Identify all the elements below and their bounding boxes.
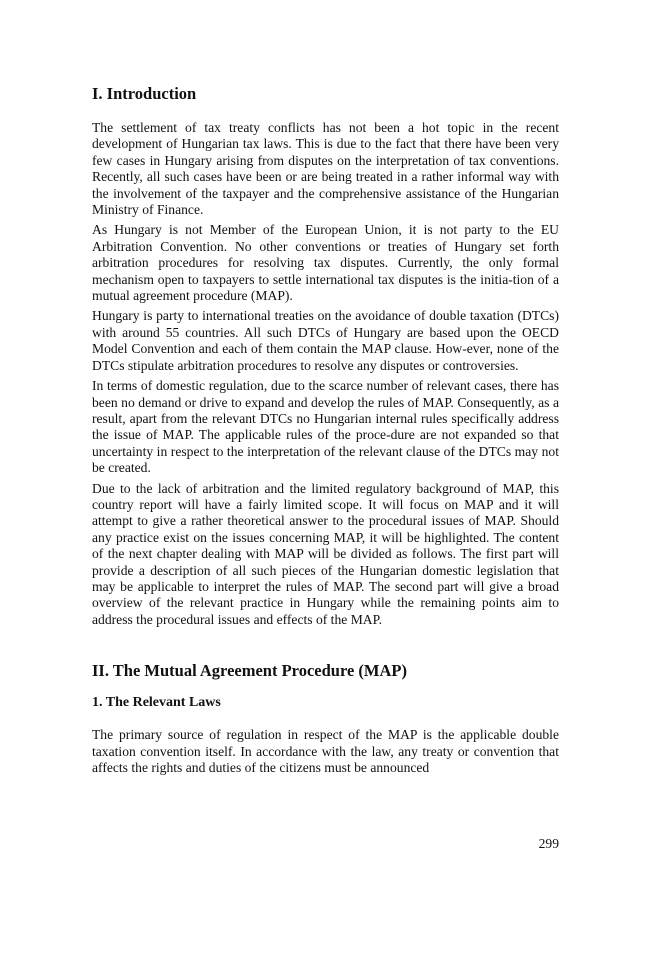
paragraph: The settlement of tax treaty conflicts has not been a hot topic in the recent development of Hungarian tax laws. This is due to the fact that there have been very few cases in Hungary arising from disputes on the interpretation of tax conventions. Recently, all such cases have been or are being treated in a rather informal way with the involvement of the taxpayer and the comprehensive assistance of the Hungarian Ministry of Finance. [92, 120, 559, 218]
page-number: 299 [538, 836, 559, 851]
paragraph: Due to the lack of arbitration and the limited regulatory background of MAP, this country report will have a fairly limited scope. It will focus on MAP and it will attempt to give a rather theoretical answer to the procedural issues of MAP. Should any practice exist on the issues concerning MAP, it will be highlighted. The content of the next chapter dealing with MAP will be divided as follows. The first part will provide a description of all such pieces of the Hungarian domestic legislation that may be applicable to interpret the rules of MAP. The second part will give a broad overview of the relevant practice in Hungary while the remaining points aim to address the procedural issues and effects of the MAP. [92, 480, 559, 627]
paragraph: In terms of domestic regulation, due to the scarce number of relevant cases, there has been no demand or drive to expand and develop the rules of MAP. Consequently, as a result, apart from the relevant DTCs no Hungarian internal rules specifically address the issue of MAP. The applicable rules of the proce-dure are not expanded so that uncertainty in respect to the interpretation of the relevant clause of the DTCs may not be created. [92, 378, 559, 476]
subsection-heading-relevant-laws: 1. The Relevant Laws [92, 695, 221, 711]
page-body [92, 83, 559, 780]
paragraph: The primary source of regulation in respect of the MAP is the applicable double taxation convention itself. In accordance with the law, any treaty or convention that affects the rights and duties of the citizens must be announced [92, 727, 559, 775]
paragraph: Hungary is party to international treaties on the avoidance of double taxation (DTCs) with around 55 countries. All such DTCs of Hungary are based upon the OECD Model Convention and each of them contain the MAP clause. How-ever, none of the DTCs stipulate arbitration procedures to resolve any disputes or controversies. [92, 308, 559, 373]
paragraph: As Hungary is not Member of the European Union, it is not party to the EU Arbitration Convention. No other conventions or treaties of Hungary set forth arbitration procedures for resolving tax disputes. Currently, the only formal mechanism open to taxpayers to settle international tax disputes is the initia-tion of a mutual agreement procedure (MAP). [92, 222, 559, 304]
section-heading-map: II. The Mutual Agreement Procedure (MAP) [92, 661, 407, 681]
section-heading-introduction: I. Introduction [92, 84, 197, 103]
